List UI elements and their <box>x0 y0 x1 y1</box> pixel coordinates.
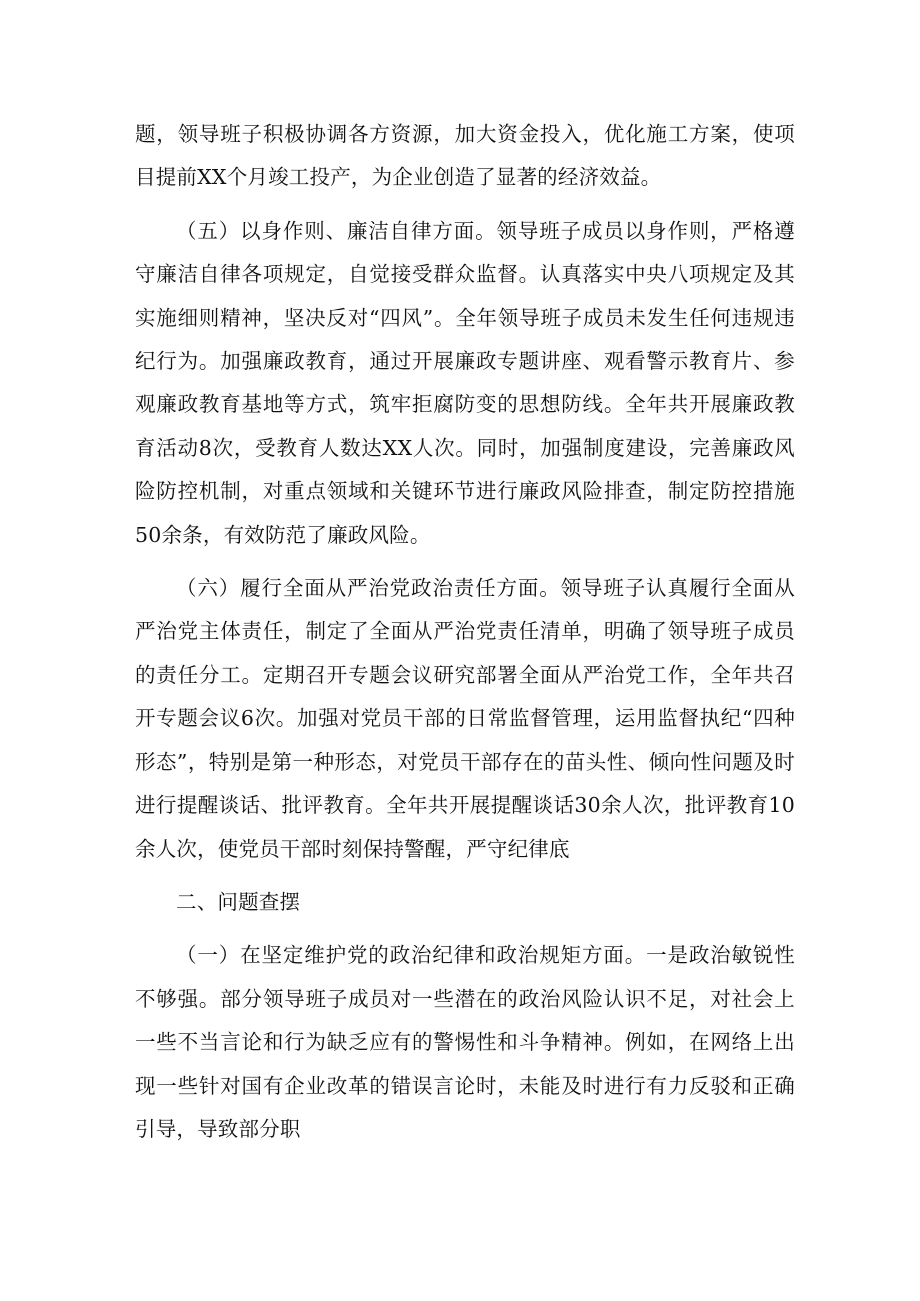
paragraph-section-5: （五）以身作则、廉洁自律方面。领导班子成员以身作则，严格遵守廉洁自律各项规定，自觉接受群众监督。认真落实中央八项规定及其实施细则精神，坚决反对“四风”。全年领导班子成员未发生任何违规违纪行为。加强廉政教育，通过开展廉政专题讲座、观看警示教育片、参观廉政教育基地等方式，筑牢拒腐防变的思想防线。全年共开展廉政教育活动8次，受教育人数达XX人次。同时，加强制度建设，完善廉政风险防控机制，对重点领域和关键环节进行廉政风险排查，制定防控措施50余条，有效防范了廉政风险。 <box>135 218 795 547</box>
paragraph-spacer <box>135 924 795 934</box>
paragraph-continuation: 题，领导班子积极协调各方资源，加大资金投入，优化施工方案，使项目提前XX个月竣工投产，为企业创造了显著的经济效益。 <box>135 122 795 190</box>
paragraph-issue-1: （一）在坚定维护党的政治纪律和政治规矩方面。一是政治敏锐性不够强。部分领导班子成员对一些潜在的政治风险认识不足，对社会上一些不当言论和行为缺乏应有的警惕性和斗争精神。例如，在网络上出现一些针对国有企业改革的错误言论时，未能及时进行有力反驳和正确引导，导致部分职 <box>135 943 795 1141</box>
paragraph-section-6: （六）履行全面从严治党政治责任方面。领导班子认真履行全面从严治党主体责任，制定了全面从严治党责任清单，明确了领导班子成员的责任分工。定期召开专题会议研究部署全面从严治党工作，全年共召开专题会议6次。加强对党员干部的日常监督管理，运用监督执纪“四种形态”，特别是第一种形态，对党员干部存在的苗头性、倾向性问题及时进行提醒谈话、批评教育。全年共开展提醒谈话30余人次，批评教育10余人次，使党员干部时刻保持警醒，严守纪律底 <box>135 576 795 861</box>
paragraph-spacer <box>135 200 795 210</box>
section-heading: 二、问题查摆 <box>176 889 301 914</box>
paragraph-spacer <box>135 557 795 567</box>
document-body <box>135 113 795 1151</box>
paragraph-spacer <box>135 871 795 881</box>
